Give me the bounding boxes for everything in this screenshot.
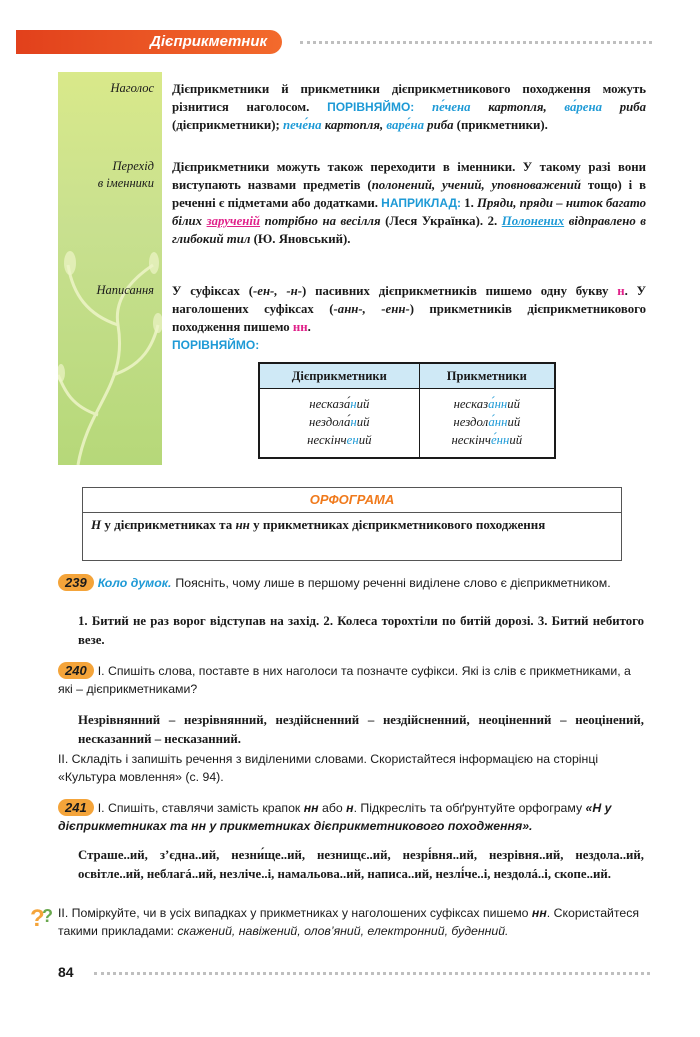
orthogram-box [82,487,622,561]
orthogram-title: ОРФОГРАМА [83,488,621,513]
rule-text: ) прикметників дієприкметникового походження пишемо [172,302,646,334]
footer-dotted-line [94,972,650,975]
exercise-instruction: Поясніть, чому лише в першому реченні виділене слово є дієприкметником. [175,576,611,590]
table-word: несказа́нний [453,397,521,411]
quote-text: Пряди, пряди – ниток багато білих [172,196,647,228]
example-word: ва́рена [564,100,602,114]
letter-highlight: н [617,284,625,298]
exercise-number-badge: 240 [58,662,94,679]
label-stress: Наголос [110,81,154,95]
exercise-241-body: Страше..ий, з’єдна..ий, незни́ще..ий, незнищє..ий, незрі́вня..ий, незрівня..ий, нездола..ий, освітле..ий, неблагá..ий, незліче..і, намальова..ий, написа..ий, незлі́че..і, нездолá..і, скопе..ий. [78,848,644,881]
example-note: (дієприкметники); [172,118,283,132]
example-word: пе́чена [431,100,471,114]
table-word: нездола́нний [453,415,521,429]
header-dotted-line [300,41,652,44]
example-word: пече́на [282,118,322,132]
exercise-239-body: 1. Битий не раз ворог відступав на захід. 2. Колеса торохтіли по битій дорозі. 3. Битий небитого везе. [78,614,644,647]
quote-text: потрібно на весілля [260,214,381,228]
exercise-241-task2: ІІ. Поміркуйте, чи в усіх випадках у прикметниках у наголошених суфіксах пишемо нн. Скористайтеся такими прикладами: скажений, навіжений, олов’яний, електронний, буденний. [58,906,640,938]
page-number: 84 [58,964,74,980]
svg-text:?: ? [30,905,45,932]
table-word: несказа́ний [309,397,370,411]
rule-text: У суфіксах ( [172,284,254,298]
highlighted-word: Полонених [501,214,565,228]
table-header: Прикметники [419,363,555,389]
exercise-241-task: 241 І. Спишіть, ставлячи замість крапок нн або н. Підкресліть та обґрунтуйте орфограму «Н у дієприкметниках та нн у прикметниках дієприкметникового походження». [58,800,612,833]
table-word: нездола́ний [309,415,370,429]
rule-stress-text: Дієприкметники й прикметники дієприкметникового походження можуть різнитися наголосом. [172,82,646,114]
rule-stress [172,80,646,134]
exercise-number-badge: 241 [58,799,94,816]
table-cell-participles [259,389,419,459]
table-word: нескінче́нний [451,433,523,447]
question-marks-icon [30,902,58,932]
side-panel [58,72,162,465]
orthogram-text: Н у дієприкметниках та нн у прикметниках дієприкметникового походження [91,517,546,532]
suffix-text: -ен-, -н- [253,284,302,298]
rule-text: ) пасивних дієприкметників пишемо одну букву [301,284,618,298]
example-text: риба [423,118,454,132]
rule-text: . [307,320,311,334]
example-words: полонений, учений, уповноважений [371,178,581,192]
compare-table [258,362,556,459]
example-text: картопля, [470,100,565,114]
quote-author: (Леся Українка). 2. [380,214,502,228]
example-keyword: НАПРИКЛАД: [381,196,461,210]
rule-spelling [172,282,646,354]
exercise-240-task [58,662,644,698]
label-line: Перехід [112,159,154,173]
compare-keyword: ПОРІВНЯЙМО: [172,338,260,352]
example-text: картопля, [324,118,387,132]
section-title: Дієприкметник [150,33,268,50]
example-word: варе́на [386,118,424,132]
quote-text: відправлено в глибокий тил [172,214,646,246]
quote-author: (Ю. Яновський). [250,232,351,246]
rule-text: 1. [460,196,477,210]
letter-highlight: нн [292,320,308,334]
exercise-240-task2: ІІ. Складіть і запишіть речення з виділеними словами. Скористайтеся інформацією на сторінці «Культура мовлення» (с. 94). [58,752,599,784]
compare-keyword: ПОРІВНЯЙМО: [327,100,415,114]
label-line: в іменники [97,176,154,190]
rule-text: . У наголошених суфіксах ( [172,284,646,316]
label-spelling: Написання [96,283,154,297]
highlighted-word: зарученій [206,214,261,228]
exercise-rubric: Коло думок. [97,576,172,590]
svg-text:?: ? [42,906,53,926]
table-cell-adjectives [419,389,555,459]
exercise-240-body: Незрівнянний – незрівнянний, нездійсненний – нездійсненний, неоціненний – неоцінений, несказанний – несказанний. [78,713,644,746]
table-word: нескінчений [307,433,372,447]
table-header: Дієприкметники [259,363,419,389]
suffix-text: -анн-, -енн- [333,302,410,316]
leaf-ornament-icon [58,235,162,465]
exercise-number-badge: 239 [58,574,94,591]
rule-transition [172,158,646,248]
rule-text: тощо) і в реченні є підметами або додатками. [172,178,646,210]
label-transition [58,158,154,192]
exercise-instruction: І. Спишіть слова, поставте в них наголоси та позначте суфікси. Які із слів є прикметниками, а які – дієприкметниками? [58,664,631,696]
example-text: риба [602,100,646,114]
rule-text: Дієприкметники можуть також переходити в іменники. У такому разі вони виступають назвами предметів ( [172,160,646,192]
exercise-239-task [58,574,644,592]
example-note: (прикметники). [453,118,548,132]
